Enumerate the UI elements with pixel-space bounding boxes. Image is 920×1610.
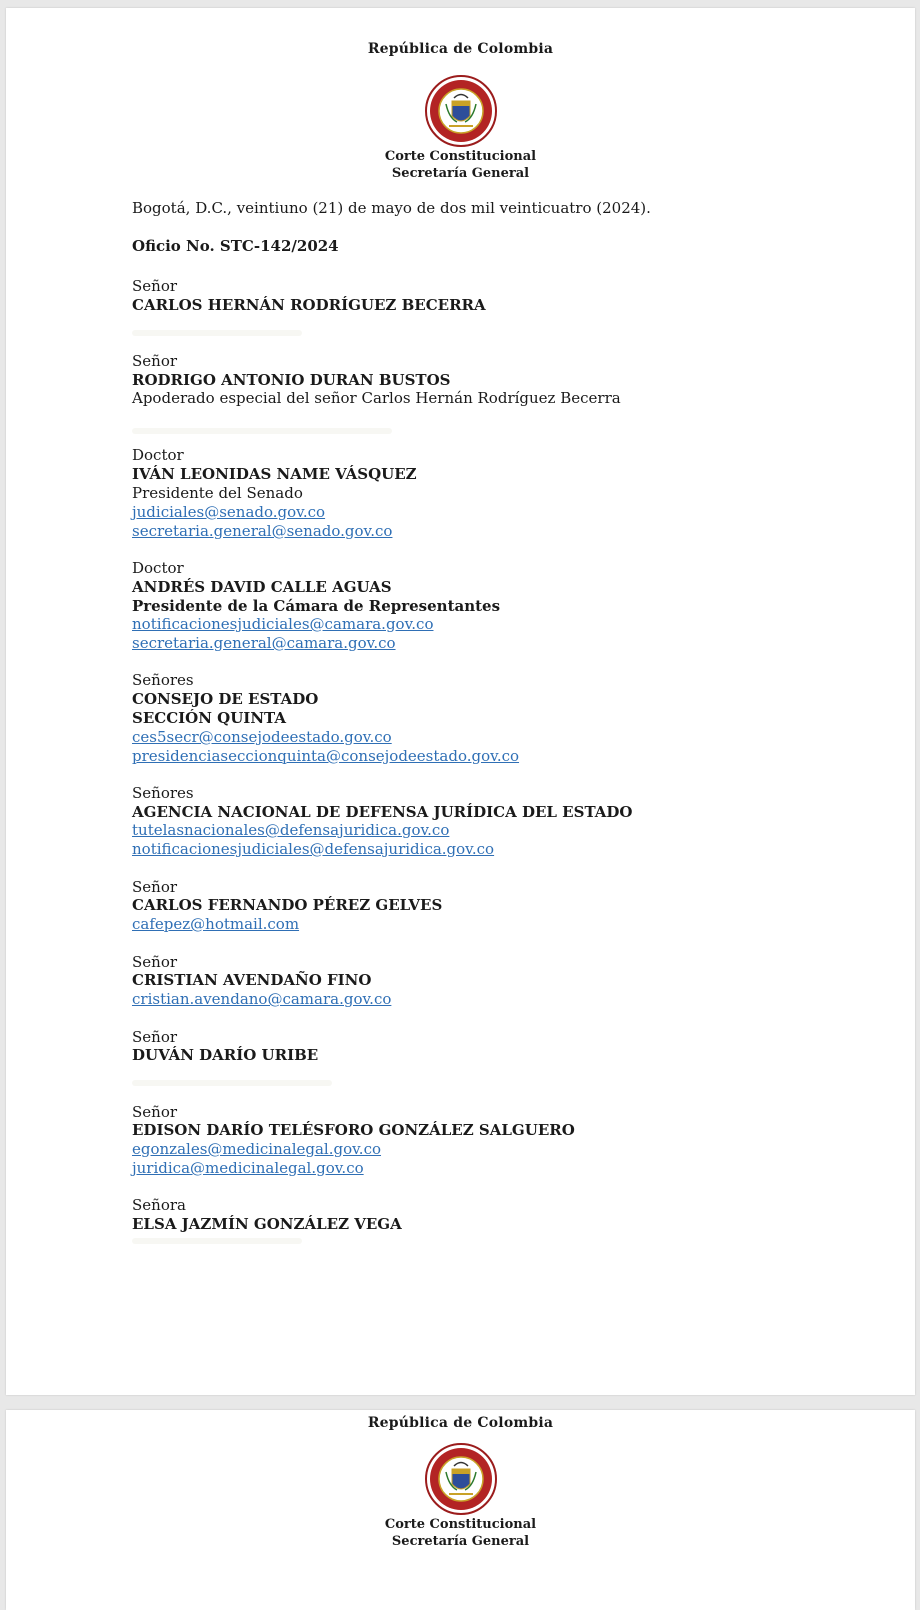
recipient-salutation: Señores [132,784,194,802]
email-link[interactable]: cristian.avendano@camara.gov.co [132,990,392,1008]
letterhead [6,41,915,57]
country-title: República de Colombia [367,1415,554,1431]
court-block [6,148,915,182]
court-name: Corte Constitucional [384,149,537,164]
country-title: República de Colombia [367,41,554,57]
recipient-salutation: Señor [132,1103,178,1121]
redacted-line [132,428,392,434]
colombia-coat-of-arms-seal [424,74,498,148]
office-name: Secretaría General [391,166,530,181]
email-link[interactable]: tutelasnacionales@defensajuridica.gov.co [132,821,450,839]
recipient-role: Presidente del Senado [132,484,303,502]
oficio-number: Oficio No. STC-142/2024 [132,237,339,255]
date-line: Bogotá, D.C., veintiuno (21) de mayo de dos mil veinticuatro (2024). [132,199,651,217]
recipient-name: DUVÁN DARÍO URIBE [132,1046,319,1064]
recipient-name: CARLOS FERNANDO PÉREZ GELVES [132,896,443,914]
recipient-name: CRISTIAN AVENDAÑO FINO [132,971,372,989]
letterhead [6,1415,915,1431]
email-link[interactable]: notificacionesjudiciales@camara.gov.co [132,615,434,633]
recipient-salutation: Señor [132,1028,178,1046]
recipient-name: IVÁN LEONIDAS NAME VÁSQUEZ [132,465,417,483]
recipient-salutation: Señor [132,277,178,295]
recipient-name: EDISON DARÍO TELÉSFORO GONZÁLEZ SALGUERO [132,1121,575,1139]
email-link[interactable]: ces5secr@consejodeestado.gov.co [132,728,392,746]
document-page-2 [6,1410,915,1610]
email-link[interactable]: presidenciaseccionquinta@consejodeestado.gov.co [132,747,520,765]
recipient-salutation: Señor [132,953,178,971]
recipient-name-line-2: SECCIÓN QUINTA [132,709,287,727]
recipient-role: Apoderado especial del señor Carlos Hernán Rodríguez Becerra [132,389,621,407]
recipient-name: ELSA JAZMÍN GONZÁLEZ VEGA [132,1215,402,1233]
recipient-name: RODRIGO ANTONIO DURAN BUSTOS [132,371,451,389]
email-link[interactable]: judiciales@senado.gov.co [132,503,326,521]
recipient-salutation: Doctor [132,559,184,577]
recipient-salutation: Señores [132,671,194,689]
colombia-coat-of-arms-seal [424,1442,498,1516]
redacted-line [132,330,302,336]
recipient-salutation: Señor [132,352,178,370]
court-block [6,1516,915,1550]
recipient-salutation: Señora [132,1196,186,1214]
recipient-salutation: Doctor [132,446,184,464]
redacted-line [132,1080,332,1086]
email-link[interactable]: juridica@medicinalegal.gov.co [132,1159,364,1177]
recipient-name: CARLOS HERNÁN RODRÍGUEZ BECERRA [132,296,486,314]
redacted-line [132,1238,302,1244]
recipient-salutation: Señor [132,878,178,896]
recipient-name: AGENCIA NACIONAL DE DEFENSA JURÍDICA DEL ESTADO [132,803,633,821]
recipient-role: Presidente de la Cámara de Representantes [132,597,501,615]
email-link[interactable]: notificacionesjudiciales@defensajuridica.gov.co [132,840,495,858]
email-link[interactable]: egonzales@medicinalegal.gov.co [132,1140,382,1158]
email-link[interactable]: secretaria.general@camara.gov.co [132,634,396,652]
recipient-name: ANDRÉS DAVID CALLE AGUAS [132,578,392,596]
office-name: Secretaría General [391,1534,530,1549]
recipient-name: CONSEJO DE ESTADO [132,690,319,708]
email-link[interactable]: secretaria.general@senado.gov.co [132,522,393,540]
court-name: Corte Constitucional [384,1517,537,1532]
email-link[interactable]: cafepez@hotmail.com [132,915,300,933]
document-page-1 [6,8,915,1395]
